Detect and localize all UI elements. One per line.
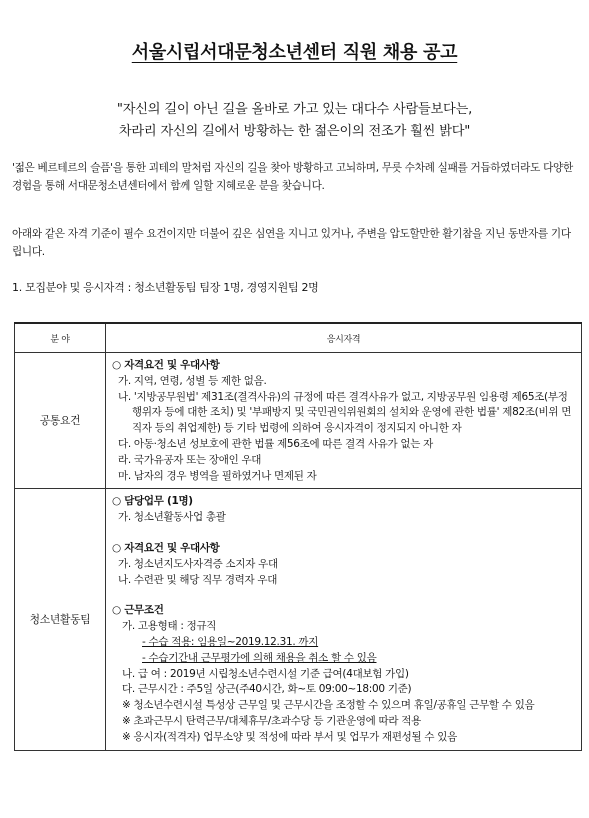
- qual-heading: ○ 자격요건 및 우대사항: [112, 541, 220, 554]
- table-row-common: [15, 353, 582, 489]
- common-item-5: 마. 남자의 경우 병역을 필하였거나 면제된 자: [118, 469, 317, 482]
- common-item-2: 나. '지방공무원법' 제31조(결격사유)의 규정에 따른 결격사유가 없고, 지방공무원 임용령 제65조(부정행위자 등에 대한 조치) 및 '부패방지 및 국민권익위원회의 설치와 운영에 관한 법률' 제82조(비위 면직자 등의 취업제한) 등 기타 법령에 의하여 응시자격이 정지되지 아니한 자: [118, 390, 572, 435]
- common-item-1: 가. 지역, 연령, 성별 등 제한 없음.: [118, 374, 267, 387]
- cond-heading: ○ 근무조건: [112, 604, 164, 617]
- qual-item-2: 나. 수련관 및 해당 직무 경력자 우대: [118, 573, 278, 586]
- cond-sub-2: - 수습기간내 근무평가에 의해 채용을 취소 할 수 있음: [142, 651, 377, 664]
- header-qualification: 응시자격: [106, 323, 582, 353]
- page-title: [0, 38, 589, 64]
- common-heading: ○ 자격요건 및 우대사항: [112, 359, 220, 371]
- quote-line-2: 차라리 자신의 길에서 방황하는 한 젊은이의 전조가 훨씬 밝다": [118, 124, 471, 139]
- cond-pay: 나. 급 여 : 2019년 시립청소년수련시설 기준 급여(4대보험 가입): [122, 667, 409, 680]
- cond-note-2: ※ 초과근무시 탄력근무/대체휴무/초과수당 등 기관운영에 따라 적용: [122, 714, 421, 727]
- table-row-youth: [15, 489, 582, 750]
- intro-paragraph-2: 아래와 같은 자격 기준이 필수 요건이지만 더불어 깊은 심연을 지니고 있거나, 주변을 압도할만한 활기참을 지닌 동반자를 기다립니다.: [12, 228, 571, 258]
- header-field: 분 야: [15, 323, 106, 353]
- duty-heading: ○ 담당업무 (1명): [112, 495, 193, 508]
- row-label-youth: 청소년활동팀: [15, 489, 106, 750]
- title-text: 서울시립서대문청소년센터 직원 채용 공고: [131, 42, 458, 63]
- section-heading-1: 1. 모집분야 및 응시자격 : 청소년활동팀 팀장 1명, 경영지원팀 2명: [12, 281, 319, 294]
- cond-hours: 다. 근무시간 : 주5일 상근(주40시간, 화~토 09:00~18:00 기준): [122, 683, 412, 696]
- duty-item-1: 가. 청소년활동사업 총괄: [118, 511, 226, 524]
- quote-block: [0, 99, 589, 143]
- common-item-4: 라. 국가유공자 또는 장애인 우대: [118, 453, 262, 466]
- row-content-common: [106, 353, 582, 489]
- table-header-row: [15, 323, 582, 353]
- row-label-common: 공통요건: [15, 353, 106, 489]
- row-content-youth: [106, 489, 582, 750]
- cond-sub-1: - 수습 적용: 임용일~2019.12.31. 까지: [142, 635, 319, 648]
- quote-line-1: "자신의 길이 아닌 길을 올바로 가고 있는 대다수 사람들보다는,: [116, 102, 473, 117]
- cond-note-1: ※ 청소년수련시설 특성상 근무일 및 근무시간을 조정할 수 있으며 휴일/공휴일 근무할 수 있음: [122, 699, 535, 712]
- intro-paragraph-1: '젊은 베르테르의 슬픔'을 통한 괴테의 말처럼 자신의 길을 찾아 방황하고 고뇌하며, 무릇 수차례 실패를 거듭하였더라도 다양한 경험을 통해 서대문청소년센터에서 함께 일할 지혜로운 분을 찾습니다.: [12, 162, 573, 192]
- cond-note-3: ※ 응시자(적격자) 업무소양 및 적성에 따라 부서 및 업무가 재편성될 수 있음: [122, 730, 457, 743]
- qualification-table: [14, 322, 582, 751]
- common-item-3: 다. 아동·청소년 성보호에 관한 법률 제56조에 따른 결격 사유가 없는 자: [118, 437, 433, 450]
- qual-item-1: 가. 청소년지도사자격증 소지자 우대: [118, 557, 278, 570]
- cond-type: 가. 고용형태 : 정규직: [122, 620, 217, 633]
